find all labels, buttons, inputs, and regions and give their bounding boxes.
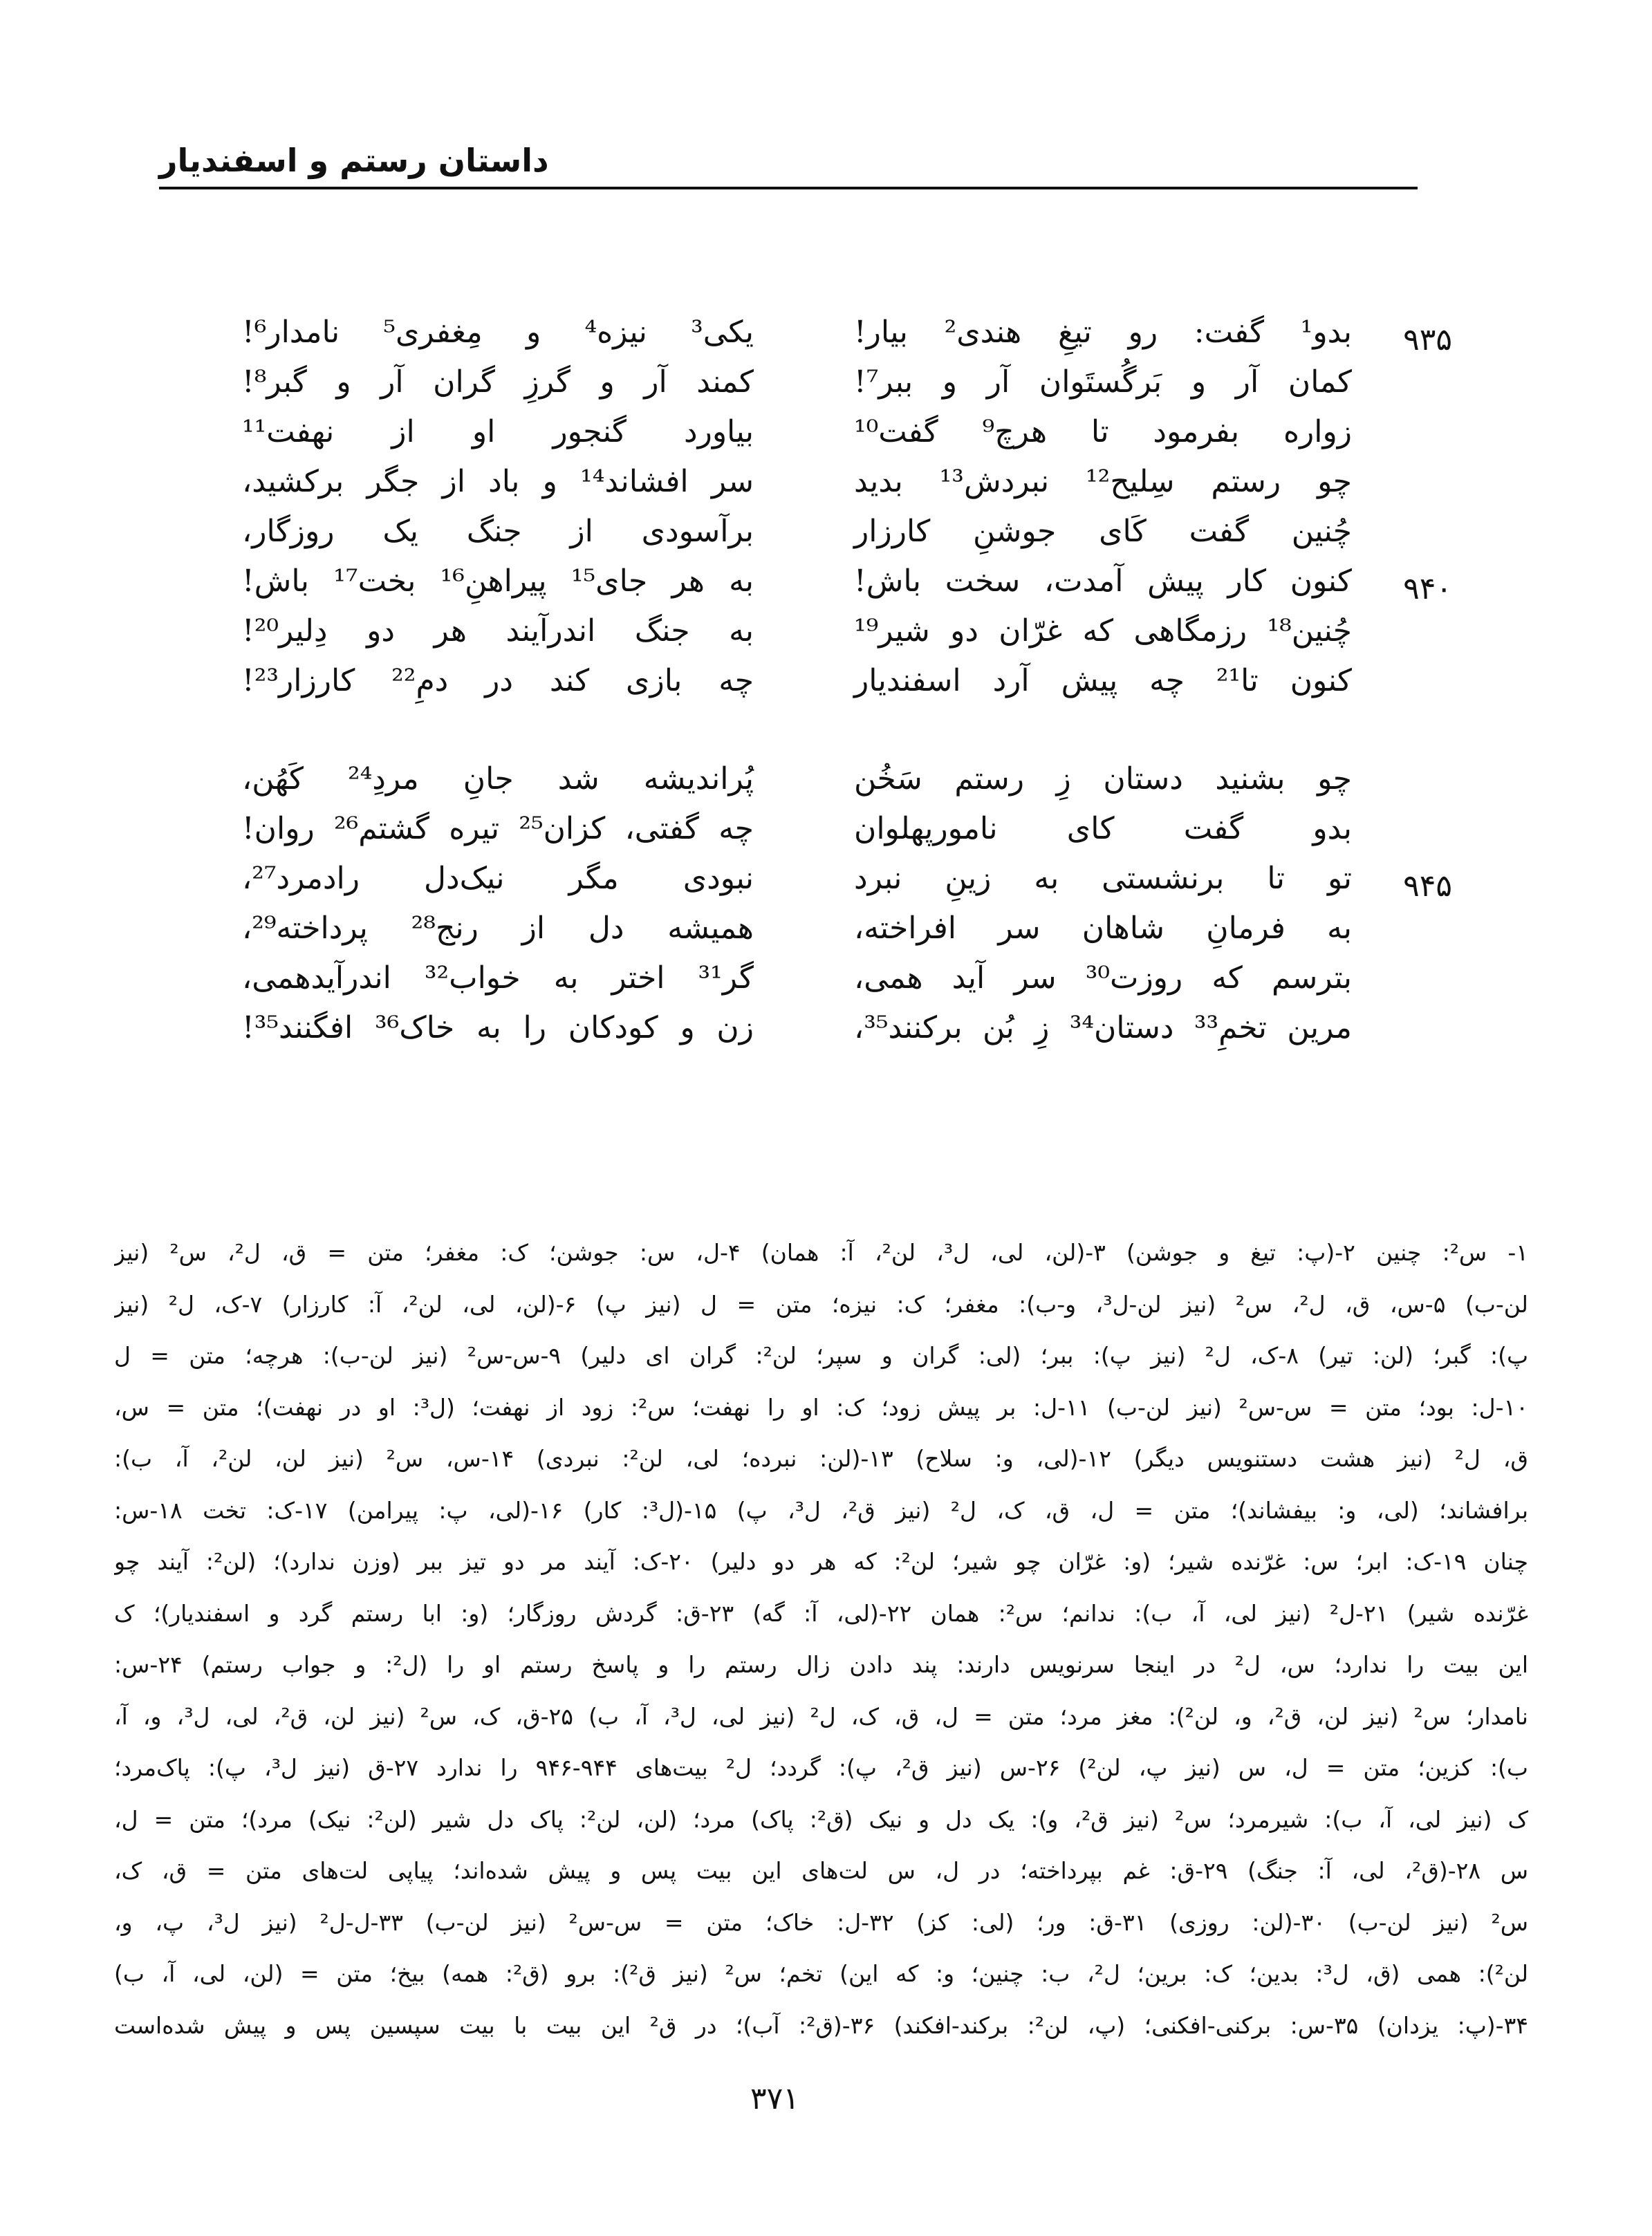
- footnote-line: ۱- س²: چنین ۲-(پ: تیغ و جوشن) ۳-(لن، لی، ل³، لن²، آ: همان) ۴-ل، س: جوشن؛ ک: مغفر؛ متن = ق، ل²، س² (نیز: [114, 1239, 1528, 1266]
- beyt: [207, 1003, 1452, 1053]
- verse-text: [207, 308, 1452, 1101]
- hemistich-right: بدو گفت کای نامورپهلوان: [854, 811, 1352, 846]
- footnote-line: ۳۴-(پ: یزدان) ۳۵-س: برکنی-افکنی؛ (پ، لن²: برکند-افکند) ۳۶-(ق²: آب)؛ در ق² این بیت با بیت سپسین پس و پیش شده‌است: [114, 2011, 1528, 2039]
- hemistich-left: برآسودی از جنگ یک روزگار،: [242, 514, 754, 549]
- hemistich-left: چه بازی کند در دمِ²² کارزار²³!: [242, 663, 754, 698]
- hemistich-right: چُنین¹⁸ رزمگاهی که غرّان دو شیر¹⁹: [854, 613, 1352, 649]
- beyt: [207, 357, 1452, 407]
- footnote-line: ب): کزین؛ متن = ل، س (نیز پ، لن²) ۲۶-س (نیز ق²، پ): گردد؛ ل² بیت‌های ۹۴۴-۹۴۶ را ندارد ۲۷-ق (نیز ل³، پ): پاک‌مرد؛: [114, 1754, 1528, 1781]
- stanza-1: [207, 308, 1452, 706]
- hemistich-left: چه گفتی، کزان²⁵ تیره گشتم²⁶ روان!: [242, 811, 754, 846]
- footnote-line: ک (نیز لی، آ، ب): شیرمرد؛ س² (نیز ق²، و): یک دل و نیک (ق²: پاک) مرد؛ (لن، لن²: پاک دل شیر (لن²: نیک) مرد)؛ متن = ل،: [114, 1805, 1528, 1833]
- running-head-title: داستان رستم و اسفندیار: [159, 142, 549, 179]
- hemistich-left: یکی³ نیزه⁴ و مِغفری⁵ نامدار⁶!: [242, 315, 754, 350]
- beyt: [207, 457, 1452, 507]
- beyt: [207, 606, 1452, 656]
- beyt: [207, 754, 1452, 804]
- beyt: [207, 804, 1452, 854]
- footnote-line: غرّنده شیر) ۲۱-ل² (نیز لی، آ، ب): ندانم؛ س²: همان ۲۲-(لی، آ: گه) ۲۳-ق: گردش روزگار؛ (و: ابا رستم گرد و اسفندیار)؛ ک: [114, 1599, 1528, 1627]
- hemistich-left: همیشه دل از رنج²⁸ پرداخته²⁹،: [242, 911, 754, 946]
- stanza-2: [207, 754, 1452, 1053]
- footnote-line: این بیت را ندارد؛ س، ل² در اینجا سرنویس دارند: پند دادن زال رستم را و پاسخ رستم او را (ل²: و جواب رستم) ۲۴-س:: [114, 1651, 1528, 1678]
- beyt: [207, 854, 1452, 904]
- footnote-line: ق، ل² (نیز هشت دستنویس دیگر) ۱۲-(لی، و: سلاح) ۱۳-(لن: نبرده؛ لی، لن²: نبردی) ۱۴-س، س² (نیز لن، لن²، آ، ب):: [114, 1445, 1528, 1472]
- beyt: [207, 308, 1452, 357]
- hemistich-right: چو رستم سِلیح¹² نبردش¹³ بدید: [854, 464, 1353, 499]
- hemistich-right: چُنین گفت کَای جوشنِ کارزار: [854, 514, 1352, 549]
- critical-apparatus-footnotes: [114, 1227, 1528, 2051]
- hemistich-left: به هر جای¹⁵ پیراهنِ¹⁶ بخت¹⁷ باش!: [242, 563, 754, 599]
- footnote-line: س ۲۸-(ق²، لی، آ: جنگ) ۲۹-ق: غم بپرداخته؛ در ل، س لت‌های این بیت پس و پیش شده‌اند؛ پیاپی لت‌های متن = ق، ک،: [114, 1857, 1528, 1884]
- beyt: [207, 507, 1452, 557]
- hemistich-right: بترسم که روزت³⁰ سر آید همی،: [854, 960, 1352, 996]
- hemistich-left: نبودی مگر نیک‌دل رادمرد²⁷،: [242, 861, 754, 896]
- hemistich-right: کمان آر و بَرگُستَوان آر و ببر⁷!: [854, 364, 1352, 400]
- hemistich-left: زن و کودکان را به خاک³⁶ افگنند³⁵!: [242, 1010, 754, 1045]
- footnote-line: س² (نیز لن-ب) ۳۰-(لن: روزی) ۳۱-ق: ور؛ (لی: کز) ۳۲-ل: خاک؛ متن = س-س² (نیز لن-ب) ۳۳-ل-ل² (نیز ل³، پ، و،: [114, 1908, 1528, 1936]
- hemistich-right: چو بشنید دستان زِ رستم سَخُن: [854, 761, 1352, 796]
- footnote-line: ۱۰-ل: بود؛ متن = س-س² (نیز لن-ب) ۱۱-ل: بر پیش زود؛ ک: او را نهفت؛ س²: زود از نهفت؛ (ل³: او در نهفت)؛ متن = س،: [114, 1393, 1528, 1421]
- verse-number: ۹۳۵: [1403, 322, 1452, 357]
- verse-number: ۹۴۵: [1403, 868, 1452, 904]
- hemistich-left: کمند آر و گرزِ گران آر و گبر⁸!: [242, 364, 754, 400]
- hemistich-left: سر افشاند¹⁴ و باد از جگر برکشید،: [242, 464, 754, 499]
- hemistich-left: گر³¹ اختر به خواب³² اندرآیدهمی،: [242, 960, 754, 996]
- hemistich-right: کنون تا²¹ چه پیش آرد اسفندیار: [854, 663, 1352, 698]
- footnote-line: برافشاند؛ (لی، و: بیفشاند)؛ متن = ل، ق، ک، ل² (نیز ق²، ل³، پ) ۱۵-(ل³: کار) ۱۶-(لی، پ: پیرامن) ۱۷-ک: تخت ۱۸-س:: [114, 1496, 1528, 1524]
- beyt: [207, 407, 1452, 457]
- hemistich-right: کنون کار پیش آمدت، سخت باش!: [854, 563, 1352, 599]
- footnote-line: لن²): همی (ق، ل³: بدین؛ ک: برین؛ ل²، ب: چنین؛ و: که این) تخم؛ س² (نیز ق²): برو (ق²: همه) بیخ؛ متن = (لن، لی، آ، ب): [114, 1960, 1528, 1987]
- page-number: ۳۷۱: [750, 2081, 799, 2116]
- header-rule: [159, 187, 1418, 189]
- hemistich-left: به جنگ اندرآیند هر دو دِلیر²⁰!: [242, 613, 754, 649]
- beyt: [207, 904, 1452, 953]
- footnote-line: نامدار؛ س² (نیز لن، ق²، و، لن²): مغز مرد؛ متن = ل، ق، ک، ل² (نیز لی، ل³، آ، ب) ۲۵-ق، ک، س² (نیز لن، ق²، لی، ل³، و، آ،: [114, 1702, 1528, 1730]
- hemistich-left: بیاورد گنجور او از نهفت¹¹: [242, 414, 754, 449]
- footnote-line: لن-ب) ۵-س، ق، ل²، س² (نیز لن-ل³، و-ب): مغفر؛ ک: نیزه؛ متن = ل (نیز پ) ۶-(لن، لی، لن²، آ: کارزار) ۷-ک، ل² (نیز: [114, 1290, 1528, 1318]
- beyt: [207, 953, 1452, 1003]
- hemistich-right: تو تا برنشستی به زینِ نبرد: [854, 861, 1352, 896]
- hemistich-right: زواره بفرمود تا هرچ⁹ گفت¹⁰: [854, 414, 1352, 449]
- hemistich-left: پُراندیشه شد جانِ مردِ²⁴ کَهُن،: [242, 761, 754, 796]
- hemistich-right: به فرمانِ شاهان سر افراخته،: [854, 911, 1352, 946]
- footnote-line: پ): گبر؛ (لن: تیر) ۸-ک، ل² (نیز پ): ببر؛ (لی: گران و سپر؛ لن²: گران ای دلیر) ۹-س-س² (نیز لن-ب): هرچه؛ متن = ل: [114, 1342, 1528, 1369]
- beyt: [207, 557, 1452, 606]
- verse-number: ۹۴۰: [1403, 571, 1452, 606]
- hemistich-right: بدو¹ گفت: رو تیغِ هندی² بیار!: [854, 315, 1352, 350]
- footnote-line: چنان ۱۹-ک: ابر؛ س: غرّنده شیر؛ (و: غرّان چو شیر؛ لن²: که هر دو دلیر) ۲۰-ک: آیند مر دو تیز ببر (وزن ندارد)؛ (لن²: آیند چو: [114, 1548, 1528, 1575]
- hemistich-right: مرین تخمِ³³ دستان³⁴ زِ بُن برکنند³⁵،: [854, 1010, 1352, 1045]
- beyt: [207, 656, 1452, 706]
